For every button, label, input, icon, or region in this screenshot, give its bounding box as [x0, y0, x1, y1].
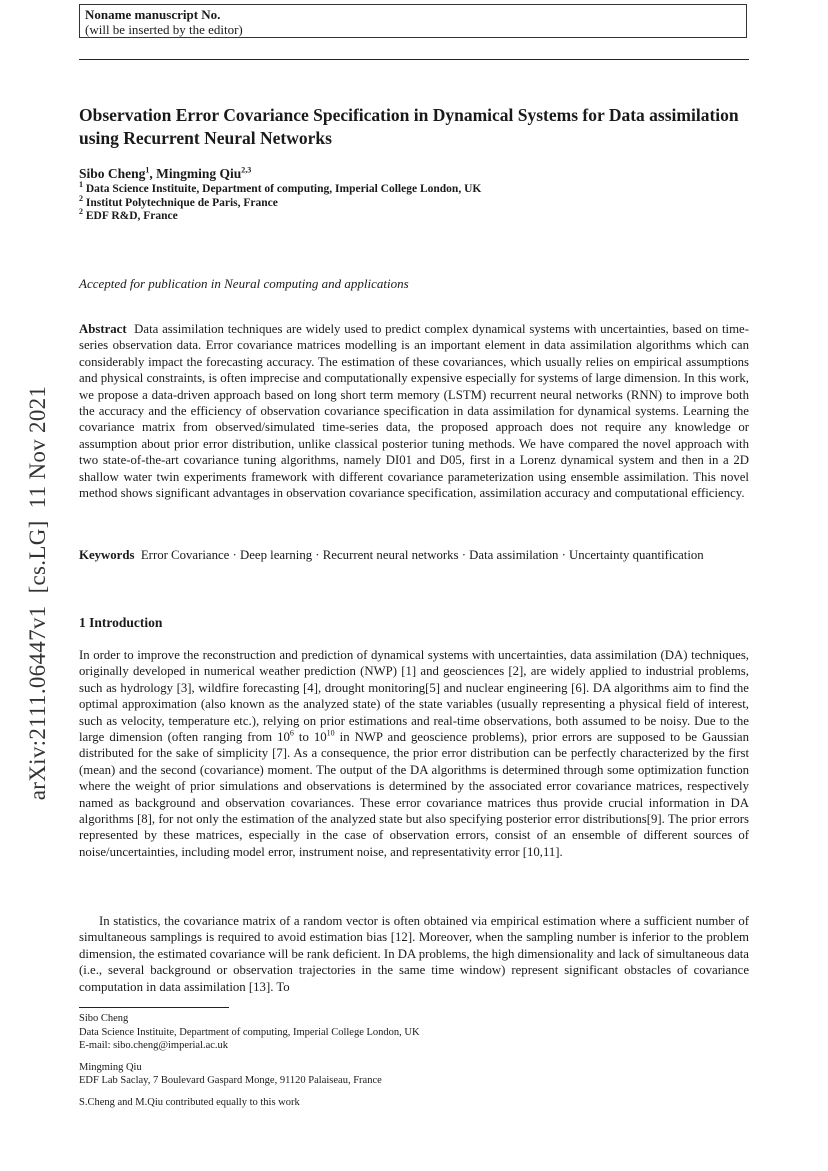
manuscript-header-box	[79, 4, 747, 38]
editor-note: (will be inserted by the editor)	[85, 22, 243, 37]
affiliation-1	[79, 180, 509, 197]
header-rule	[79, 59, 749, 60]
arxiv-stamp: arXiv:2111.06447v1 [cs.LG] 11 Nov 2021	[25, 385, 50, 801]
intro-exponent-2: 10	[326, 728, 335, 738]
footnote-author-1-affiliation: Data Science Instituite, Department of computing, Imperial College London, UK	[79, 1026, 420, 1038]
manuscript-number: Noname manuscript No.	[85, 7, 221, 22]
footnote-rule	[79, 1007, 229, 1008]
affiliation-1-mark: 1	[79, 180, 83, 190]
footnote-contribution-note: S.Cheng and M.Qiu contributed equally to this work	[79, 1096, 300, 1108]
footnotes	[79, 1012, 599, 1109]
author-1: Sibo Cheng	[79, 166, 146, 181]
affiliation-3-mark: 2	[79, 207, 83, 217]
author-2-sup: 2,3	[241, 165, 252, 175]
intro-p1-part-c: in NWP and geoscience problems), prior errors are supposed to be Gaussian distributed for the sake of simplicity [7]. As a consequence, the prior error distribution can be perfectly characterized by the first (mean) and the second (covariance) moment. The output of the DA algorithms is determined through some optimization function where the weight of prior simulations and observations is determined by the associated error covariance matrices, respectively named as background and observation covariances. These error covariance matrices thus provide crucial information in DA algorithms [8], for not only the estimation of the analyzed state but also specifying posterior error distributions[9]. The prior errors represented by these matrices, especially in the case of observation errors, consist of an ensemble of different sources of noise/uncertainties, including model error, instrument noise, and representativity error [10,11].	[79, 730, 750, 859]
keywords-label: Keywords	[79, 548, 135, 562]
abstract	[79, 321, 749, 501]
affiliation-2-text: Institut Polytechnique de Paris, France	[85, 196, 278, 209]
affiliation-1-text: Data Science Instituite, Department of computing, Imperial College London, UK	[85, 183, 482, 195]
affiliation-2	[79, 193, 509, 211]
intro-exponent-1: 6	[289, 728, 294, 738]
abstract-label: Abstract	[79, 322, 127, 336]
keywords-text: Error Covariance · Deep learning · Recurrent neural networks · Data assimilation · Uncertainty quantification	[140, 548, 704, 562]
abstract-text: Data assimilation techniques are widely used to predict complex dynamical systems with uncertainties, based on time-series observation data. Error covariance matrices modelling is an important element in data assimilation algorithms which can considerably impact the forecasting accuracy. The estimation of these covariances, which usually relies on empirical assumptions and physical constraints, is often imprecise and computationally expensive especially for systems of large dimension. In this work, we propose a data-driven approach based on long short term memory (LSTM) recurrent neural networks (RNN) to improve both the accuracy and the efficiency of observation covariance specification in data assimilation for dynamical systems. Learning the covariance matrix from observed/simulated time-series data, the proposed approach does not require any knowledge or assumption about prior error distribution, unlike classical posterior tuning methods. We have compared the novel approach with two state-of-the-art covariance tuning algorithms, namely DI01 and D05, first in a Lorenz dynamical system and then in a 2D shallow water twin experiments framework with different covariance parameterization using ensemble assimilation. This novel method shows significant advantages in observation covariance specification, assimilation accuracy and computational efficiency.	[79, 322, 749, 501]
paper-title: Observation Error Covariance Specification in Dynamical Systems for Data assimilation using Recurrent Neural Networks	[79, 105, 739, 148]
footnote-author-1-email: E-mail: sibo.cheng@imperial.ac.uk	[79, 1040, 229, 1051]
keywords	[79, 547, 749, 563]
author-1-sup: 1	[145, 165, 150, 175]
introduction-paragraph-1	[79, 647, 749, 860]
author-block	[79, 167, 509, 224]
section-heading-introduction: 1 Introduction	[79, 615, 163, 630]
intro-p1-part-b: to 10	[293, 730, 327, 745]
footnote-author-1-name: Sibo Cheng	[79, 1013, 129, 1024]
affiliation-2-mark: 2	[79, 193, 83, 203]
affiliation-3	[79, 207, 509, 224]
author-2: Mingming Qiu	[156, 166, 242, 181]
introduction-paragraph-2: In statistics, the covariance matrix of a random vector is often obtained via empirical estimation where a sufficient number of simultaneous samplings is required to avoid estimation bias [12]. Moreover, when the sampling number is inferior to the problem dimension, the estimated covariance will be rank deficient. In DA problems, the high dimensionality and lack of simultaneous data (i.e., several background or observation trajectories in the same time window) represent significant obstacles of covariance computation in data assimilation [13]. To	[79, 914, 749, 994]
footnote-author-2-name: Mingming Qiu	[79, 1061, 142, 1073]
footnote-author-2-affiliation: EDF Lab Saclay, 7 Boulevard Gaspard Monge, 91120 Palaiseau, France	[79, 1075, 382, 1086]
affiliation-3-text: EDF R&D, France	[85, 210, 178, 222]
intro-p1-part-a: In order to improve the reconstruction and prediction of dynamical systems with uncertainties, data assimilation (DA) techniques, originally developed in numerical weather prediction (NWP) [1] and geosciences [2], are widely applied to industrial problems, such as hydrology [3], wildfire forecasting [4], drought monitoring[5] and nuclear engineering [6]. DA algorithms aim to find the optimal approximation (also known as the analyzed state) of the state variables (usually representing a physical field of interest, such as velocity, temperature etc.), relying on prior estimations and real-time observations, both assumed to be noisy. Due to the large dimension (often ranging from 10	[79, 648, 749, 745]
author-names: Sibo Cheng$^1$, Mingming Qiu$^{2,3}$	[79, 165, 252, 181]
publication-note: Accepted for publication in Neural computing and applications	[79, 276, 409, 291]
